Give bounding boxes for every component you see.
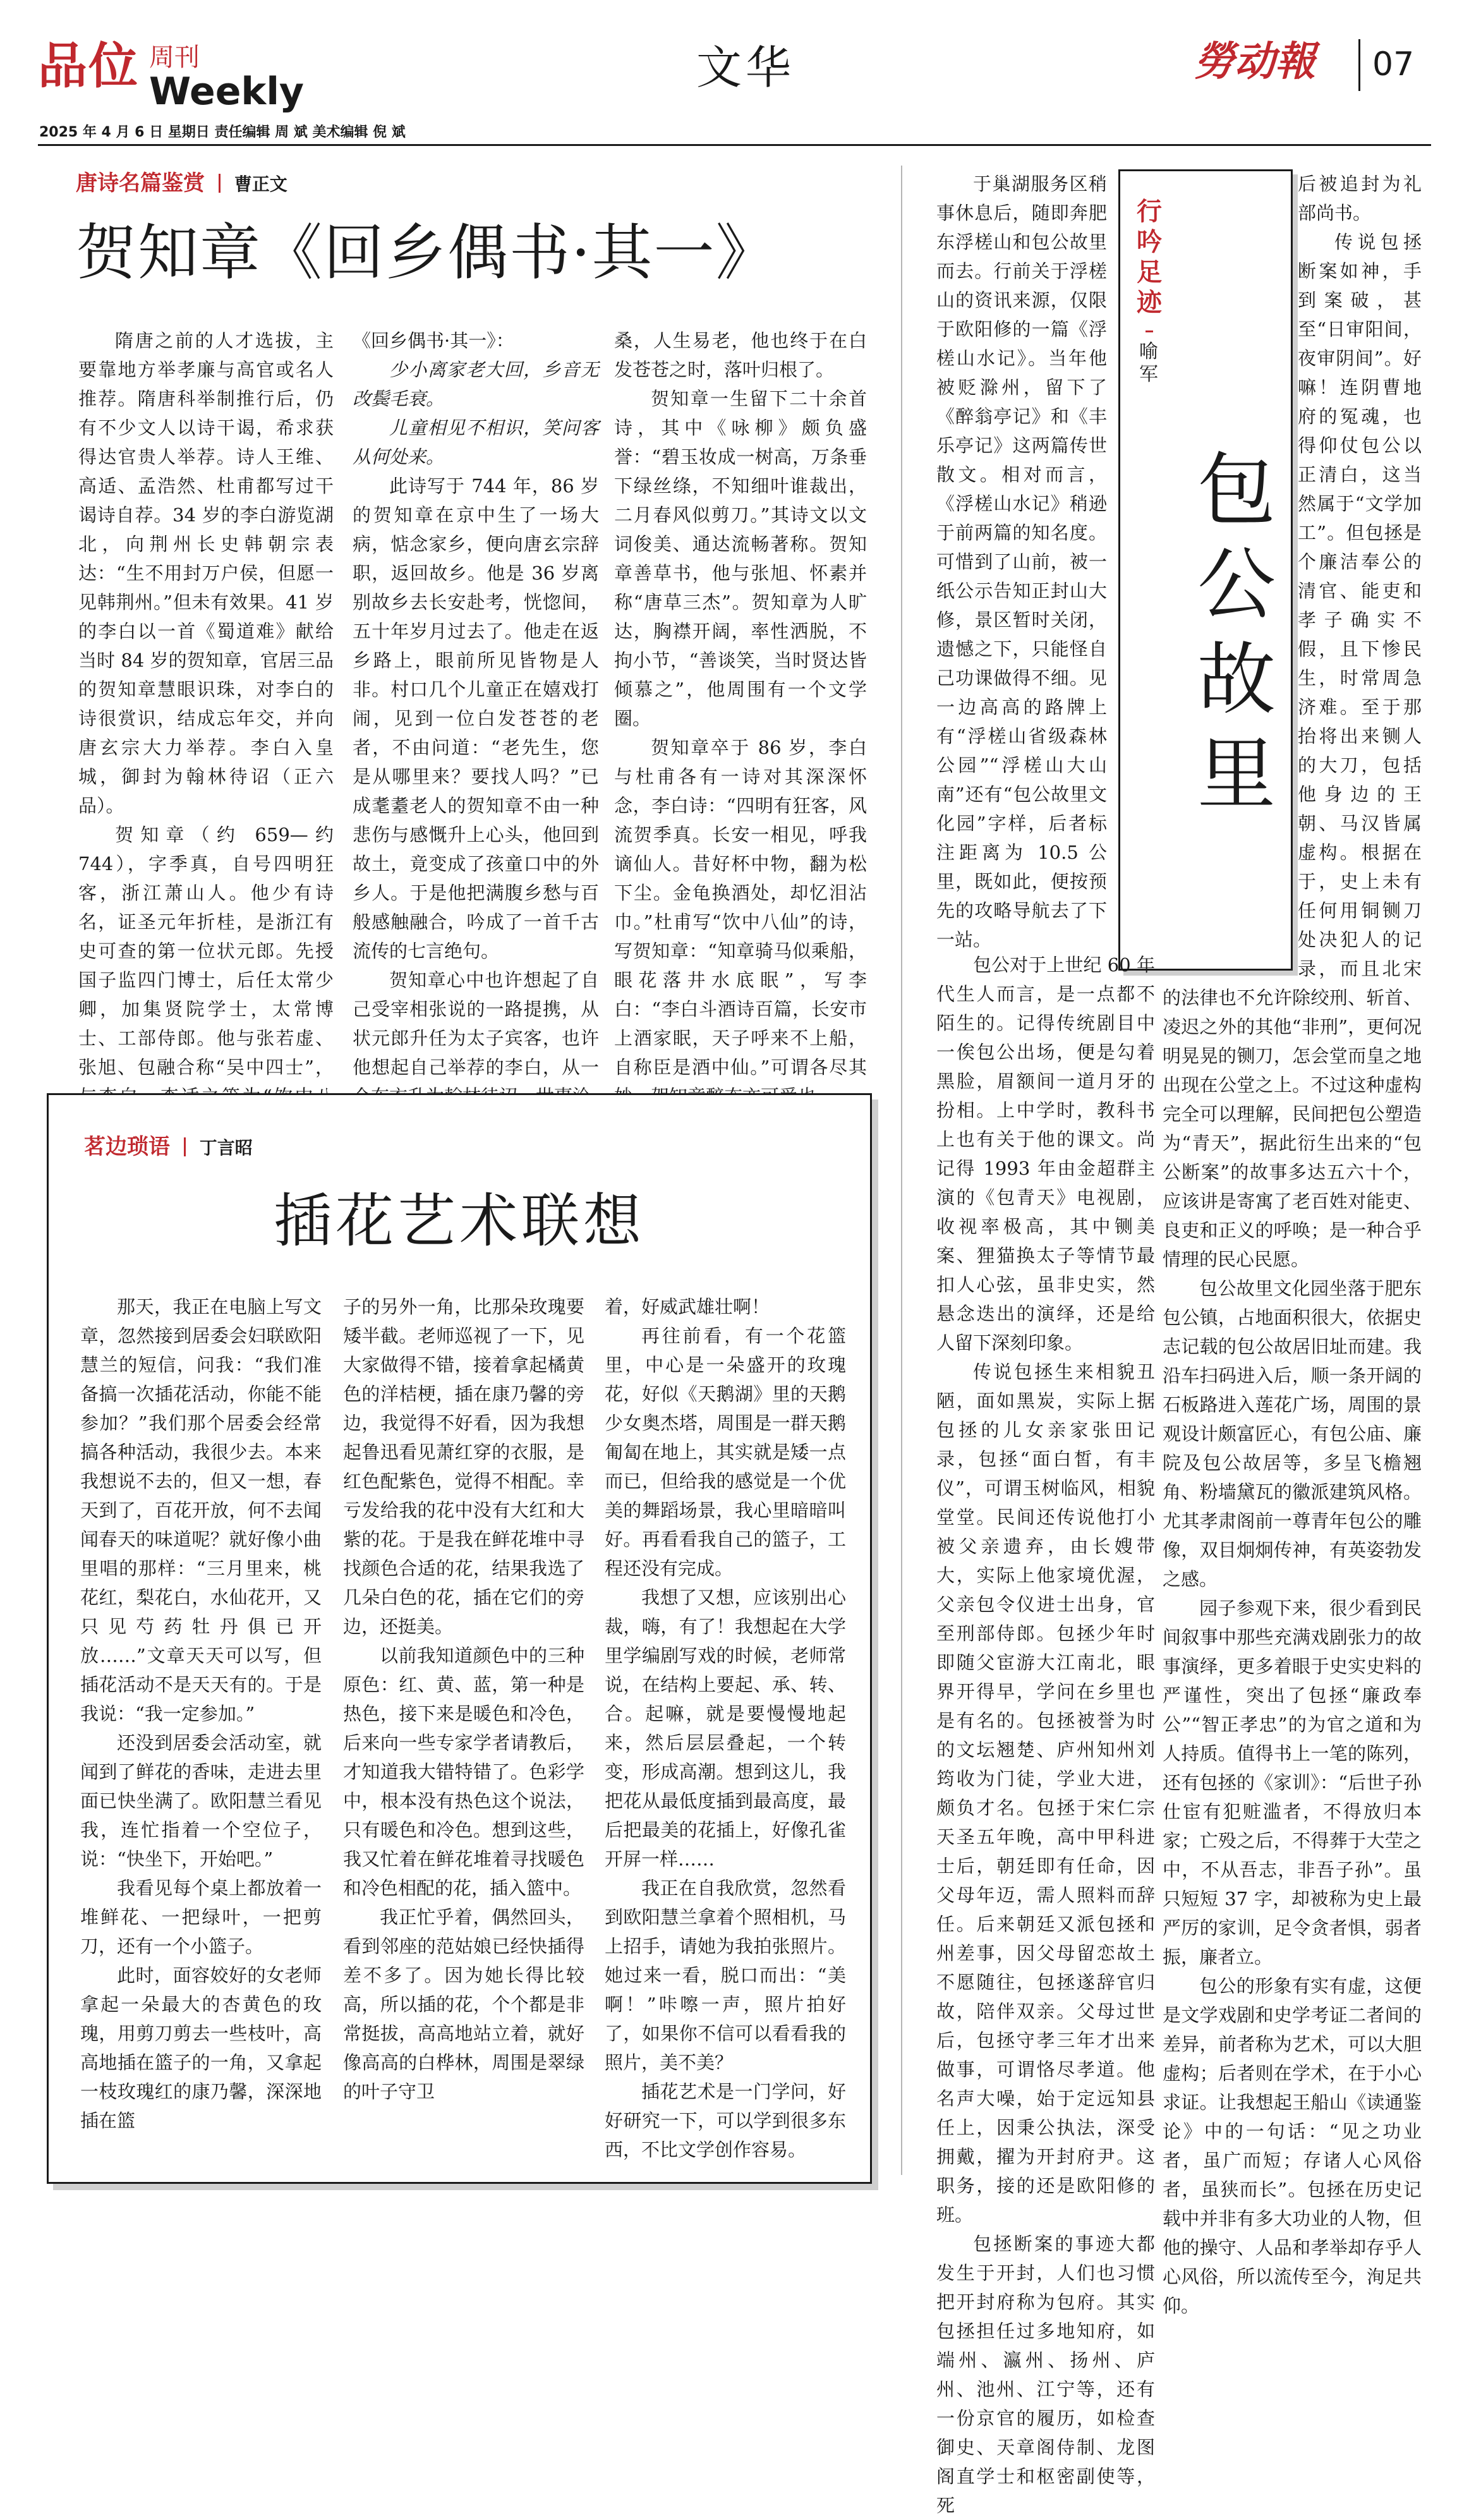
text-column bbox=[936, 169, 1107, 954]
column-name: 行吟足迹 bbox=[1137, 197, 1162, 317]
paragraph: 着，好威武雄壮啊！ bbox=[605, 1296, 770, 1318]
author-name: 曹正文 bbox=[234, 174, 287, 195]
paragraph: 此诗写于 744 年，86 岁的贺知章在京中生了一场大病，惦念家乡，便向唐玄宗辞职，返回故乡。他是 36 岁离别故乡去长安赴考，恍惚间，五十年岁月过去了。他走在返乡路上，眼前所见皆物是人非。村口几个儿童正在嬉戏打闹，见到一位白发苍苍的老者，不由问道：“老先生，您是从哪里来？要找人吗？”已成耄耋老人的贺知章不由一种悲伤与感慨升上心头，他回到故土，竟变成了孩童口中的外乡人。于是他把满腹乡愁与百般感触融合，吟成了一首千古流传的七言绝句。 bbox=[353, 475, 599, 962]
article-title: 插花艺术联想 bbox=[273, 1187, 645, 1255]
paragraph: 贺知章一生留下二十余首诗，其中《咏柳》颇负盛誉：“碧玉妆成一树高，万条垂下绿丝绦，不知细叶谁裁出，二月春风似剪刀。”其诗文以文词俊美、通达流畅著称。贺知章善草书，他与张旭、怀素并称“唐草三杰”。贺知章为人旷达，胸襟开阔，率性洒脱，不拘小节，“善谈笑，当时贤达皆倾慕之”，他周围有一个文学圈。 bbox=[614, 388, 867, 729]
paragraph: 贺知章心中也许想起了自己受宰相张说的一路提携，从状元郎升任为太子宾客，也许他想起自己举荐的李白，从一 bbox=[353, 969, 599, 1078]
text-column bbox=[78, 326, 334, 1140]
paragraph: 隋唐之前的人才选拔，主要靠地方举孝廉与高官或名人推荐。隋唐科举制推行后，仍有不少文人以诗干谒，希求获得达官贵人举荐。诗人王维、高适、孟浩然、杜甫都写过干谒诗自荐。34 岁的李白游览湖北，向荆州长史韩朝宗表达：“生不用封万户侯，但愿一见韩荆州。”但未有效果。41 岁的李白以一首《蜀道难》献给当时 84 岁的贺知章，官居三品的贺知章慧眼识珠，对李白的诗很赏识，结成忘年交，并向唐玄宗大力举荐。李白入皇城，御封为翰林待诏（正六品）。 bbox=[78, 330, 334, 816]
paragraph: 再往前看，有一个花篮里，中心是一朵盛开的玫瑰花，好似《天鹅湖》里的天鹅少女奥杰塔，周围是一群天鹅匍匐在地上，其实就是矮一点而已，但给我的感觉是一个优美的舞蹈场景，我心里暗暗叫好。再看看我自己的篮子，工程还没有完成。 bbox=[605, 1325, 846, 1579]
paragraph: 包公的形象有实有虚，这便是文学戏剧和史学考证二者间的差异，前者称为艺术，可以大胆虚构；后者则在学术，在于小心求证。让我想起王船山《读通鉴论》中的一句话：“见之功业者，虽广而短；存诸人心风俗者，虽狭而长”。包拯在历史记载中并非有多大功业的人物，但他的操守、人品和孝举却存乎人心风俗，所以流传至今，洵足共仰。 bbox=[1163, 1975, 1422, 2317]
poem-line: 少小离家老大回，乡音无改鬓毛衰。 bbox=[353, 359, 599, 409]
paragraph: 包公对于上世纪 60 年代生人而言，是一点都不陌生的。记得传统剧目中一俟包公出场，便是勾着黑脸，眉额间一道月牙的扮相。上中学时，教科书上也有关于他的课文。尚记得 1993 年由金超群主演的《包青天》电视剧，收视率极高，其中铡美案、狸猫换太子等情节最扣人心弦，虽非史实，然悬念迭出的演绎，还是给人留下深刻印象。 bbox=[936, 954, 1155, 1354]
poem-line: 儿童相见不相识，笑问客从何处来。 bbox=[353, 417, 599, 468]
text-column bbox=[343, 1292, 584, 2106]
paragraph: 我正在自我欣赏，忽然看到欧阳慧兰拿着个照相机，马上招手，请她为我拍张照片。她过来一看，脱口而出：“美啊！”咔嚓一声，照片拍好了，如果你不信可以看看我的照片，美不美？ bbox=[605, 1877, 846, 2073]
column-header bbox=[84, 1133, 253, 1161]
paragraph: 传说包拯断案如神，手到案破，甚至“日审阳间，夜审阴间”。好嘛！连阴曹地府的冤魂，也得仰仗包公以正清白，这当然属于“文学加工”。但包拯是个廉洁奉公的清官、能吏和孝子确实不假，且下惨民生，时常周急济难。至于那抬将出来铡人的大刀，包括他身边的王朝、马汉皆属虚构。根据在于，史上未有任何用铜铡刀处决犯人的记录，而且北宋的法律也不允许除绞刑、斩首、凌迟之外的其他“非刑”，更何况明晃晃的铡刀，怎会堂而皇之地出现在公堂之上。不过这种虚构完全可以理解，民间把包公塑造为“青天”，据此衍生出来的“包公断案”的故事多达五六十个，应该讲是寄寓了老百姓对能吏、良吏和正义的呼唤；是一种合乎情理的民心民愿。 bbox=[1163, 231, 1422, 1270]
header-divider bbox=[1146, 330, 1153, 332]
paragraph: 那天，我正在电脑上写文章，忽然接到居委会妇联欧阳慧兰的短信，问我：“我们准备搞一次插花活动，你能不能参加？”我们那个居委会经常搞各种活动，我很少去。本来我想说不去的，但又一想，春天到了，百花开放，何不去闻闻春天的味道呢？就好像小曲里唱的那样：“三月里来，桃花红，梨花白，水仙花开，又只见芍药牡丹俱已开放……”文章天天可以写，但插花活动不是天天有的。于是我说：“我一定参加。” bbox=[80, 1296, 322, 1724]
paragraph: 桑，人生易老，他也终于在白发苍苍之时，落叶归根了。 bbox=[614, 330, 867, 380]
article-title: 包公故里 bbox=[1197, 445, 1276, 820]
newspaper-logo: 勞动報 bbox=[1194, 38, 1315, 85]
dateline: 2025 年 4 月 6 日 星期日 责任编辑 周 斌 美术编辑 倪 斌 bbox=[39, 124, 406, 140]
text-column bbox=[353, 326, 599, 1111]
paragraph: 于巢湖服务区稍事休息后，随即奔肥东浮槎山和包公故里而去。行前关于浮槎山的资讯来源，仅限于欧阳修的一篇《浮槎山水记》。当年他被贬滁州，留下了《醉翁亭记》和《丰乐亭记》这两篇传世散文。相对而言，《浮槎山水记》稍逊于前两篇的知名度。可惜到了山前，被一纸公示告知正封山大修，景区暂时关闭，遗憾之下，只能怪自己功课做得不细。见一边高高的路牌上有“浮槎山省级森林公园”“浮槎山大山南”还有“包公故里文化园”字样，后者标注距离为 10.5 公里，既如此，便按预先的攻略导航去了下一站。 bbox=[936, 173, 1107, 950]
text-column bbox=[1163, 169, 1422, 2320]
brand-mark: 品位 bbox=[38, 38, 140, 95]
text-column bbox=[614, 326, 867, 1111]
paragraph: 贺知章（约 659—约 744），字季真，自号四明狂客，浙江萧山人。他少有诗名，证圣元年折桂，是浙江有史可查的第一位状元郎。先授国子监四门博士，后任太常少卿，加集贤院学士，太常博士、工部侍郎。他与张若虚、张旭、包融合称“吴中四士”， bbox=[78, 824, 334, 1078]
paragraph: 园子参观下来，很少看到民间叙事中那些充满戏剧张力的故事演绎，更多着眼于史实史料的严谨性，突出了包拯“廉政奉公”“智正孝忠”的为官之道和为人持质。值得书上一笔的陈列，还有包拯的《家训》：“后世子孙仕宦有犯赃滥者，不得放归本家；亡殁之后，不得葬于大茔之中，不从吾志，非吾子孙”。虽只短短 37 字，却被称为史上最严厉的家训，足令贪者惧，弱者振，廉者立。 bbox=[1163, 1597, 1422, 1968]
paragraph: 我正忙乎着，偶然回头，看到邻座的范姑娘已经快插得差不多了。因为她长得比较高，所以插的花，个个都是非常挺拔，高高地站立着，就好像高高的白桦林，周围是翠绿的叶子守卫 bbox=[343, 1906, 584, 2102]
paragraph: 包公故里文化园坐落于肥东包公镇，占地面积很大，依据史志记载的包公故居旧址而建。我沿车扫码进入后，顺一条开阔的石板路进入莲花广场，周围的景观设计颇富匠心，有包公庙、廉院及包公故居等，多呈飞檐翘角、粉墙黛瓦的徽派建筑风格。尤其孝肃阁前一尊青年包公的雕像，双目炯炯传神，有英姿勃发之感。 bbox=[1163, 1278, 1422, 1590]
text-column bbox=[936, 950, 1155, 2520]
column-name: 唐诗名篇鉴赏 bbox=[76, 171, 205, 196]
column-name: 茗边琐语 bbox=[84, 1134, 170, 1160]
paragraph: 以前我知道颜色中的三种原色：红、黄、蓝，第一种是热色，接下来是暖色和冷色，后来向一些专家学者请教后，才知道我大错特错了。色彩学中，根本没有热色这个说法，只有暖色和冷色。想到这些，我又忙着在鲜花堆着寻找暖色和冷色相配的花，插入篮中。 bbox=[343, 1645, 584, 1899]
header-divider bbox=[184, 1137, 186, 1156]
paragraph: 包拯断案的事迹大都发生于开封，人们也习惯把开封府称为包府。其实包拯担任过多地知府，如端州、瀛州、扬州、庐州、池州、江宁等，还有一份京官的履历，如检查御史、天章阁侍制、龙图阁直学士和枢密副使等，死 bbox=[936, 2233, 1155, 2516]
text-column bbox=[605, 1292, 846, 2164]
author-name: 丁言昭 bbox=[199, 1137, 253, 1158]
article-tang-poem bbox=[0, 0, 900, 1078]
section-title: 文华 bbox=[696, 41, 795, 94]
brand-english: Weekly bbox=[149, 70, 305, 114]
poem-intro: 《回乡偶书·其一》： bbox=[353, 330, 514, 351]
paragraph: 贺知章卒于 86 岁，李白与杜甫各有一诗对其深深怀念，李白诗：“四明有狂客，风流贺季真。长安一相见，呼我谪仙人。昔好杯中物，翻为松下尘。金龟换酒处，却忆泪沾巾。”杜甫写“饮中八仙”的诗，写贺知章：“知章骑马似乘船，眼花落井水底眠”，写李白：“李白斗酒诗百篇，长安市上酒家眠，天子呼来不上船，自称臣是酒中仙。”可谓各尽其 bbox=[614, 737, 867, 1078]
paragraph: 传说包拯生来相貌丑陋，面如黑炭，实际上据包拯的儿女亲家张田记录，包拯“面白皙，有丰仪”，可谓玉树临风，相貌堂堂。民间还传说他打小被父亲遗弃，由长嫂带大，实际上他家境优渥，父亲包令仪进士出身，官至刑部侍郎。包拯少年时即随父宦游大江南北，眼界开得早，学问在乡里也是有名的。包拯被誉为时的文坛翘楚、庐州知州刘筠收为门徒，学业大进，颇负才名。包拯于宋仁宗天圣五年晚，高中甲科进士后，朝廷即有任命，因父母年迈，需人照料而辞任。后来朝廷又派包拯和州差事，因父母留恋故土不愿随往，包拯遂辞官归故，陪伴双亲。父母过世后，包拯守孝三年才出来做事，可谓恪尽孝道。他名声大噪，始于定远知县任上，因秉公执法，深受拥戴，擢为开封府尹。这职务，接的还是欧阳修的班。 bbox=[936, 1361, 1155, 2226]
article-flower-box bbox=[47, 1093, 872, 2184]
paragraph: 我看见每个桌上都放着一堆鲜花、一把绿叶，一把剪刀，还有一个小篮子。 bbox=[80, 1877, 322, 1957]
author-name: 喻军 bbox=[1139, 341, 1158, 385]
header-divider bbox=[219, 174, 221, 193]
page-number: 07 bbox=[1372, 45, 1415, 83]
article-title: 贺知章《回乡偶书·其一》 bbox=[76, 217, 778, 288]
column-header bbox=[76, 169, 287, 197]
paragraph: 此时，面容姣好的女老师拿起一朵最大的杏黄色的玫瑰，用剪刀剪去一些枝叶，高高地插在篮子的一角，又拿起一枝玫瑰红的康乃馨，深深地插在篮 bbox=[80, 1965, 322, 2131]
paragraph: 子的另外一角，比那朵玫瑰要矮半截。老师巡视了一下，见大家做得不错，接着拿起橘黄色的洋桔梗，插在康乃馨的旁边，我觉得不好看，因为我想起鲁迅看见萧红穿的衣服，是红色配紫色，觉得不相配。幸亏发给我的花中没有大红和大紫的花。于是我在鲜花堆中寻找颜色合适的花，结果我选了几朵白色的花，插在它们的旁边，还挺美。 bbox=[343, 1296, 584, 1637]
column-divider bbox=[901, 166, 902, 2175]
brand-small: 周刊 bbox=[149, 43, 200, 72]
paragraph: 我想了又想，应该别出心裁，嗨，有了！我想起在大学里学编剧写戏的时候，老师常说，在结构上要起、承、转、合。起嘛，就是要慢慢地起来，然后层层叠起，一个转变，形成高潮。想到这儿，我把花从最低度插到最高度，最后把最美的花插上，好像孔雀开屏一样…… bbox=[605, 1587, 846, 1870]
paragraph: 插花艺术是一门学问，好好研究一下，可以学到很多东西，不比文学创作容易。 bbox=[605, 2081, 846, 2160]
title-box-spacer bbox=[1158, 169, 1298, 972]
article-baogong bbox=[904, 152, 1460, 2516]
paragraph: 还没到居委会活动室，就闻到了鲜花的香味，走进去里面已快坐满了。欧阳慧兰看见我，连忙指着一个空位子，说：“快坐下，开始吧。” bbox=[80, 1732, 322, 1870]
paragraph: 后被追封为礼部尚书。 bbox=[1298, 173, 1422, 224]
masthead-separator bbox=[1358, 39, 1360, 91]
text-column bbox=[80, 1292, 322, 2135]
